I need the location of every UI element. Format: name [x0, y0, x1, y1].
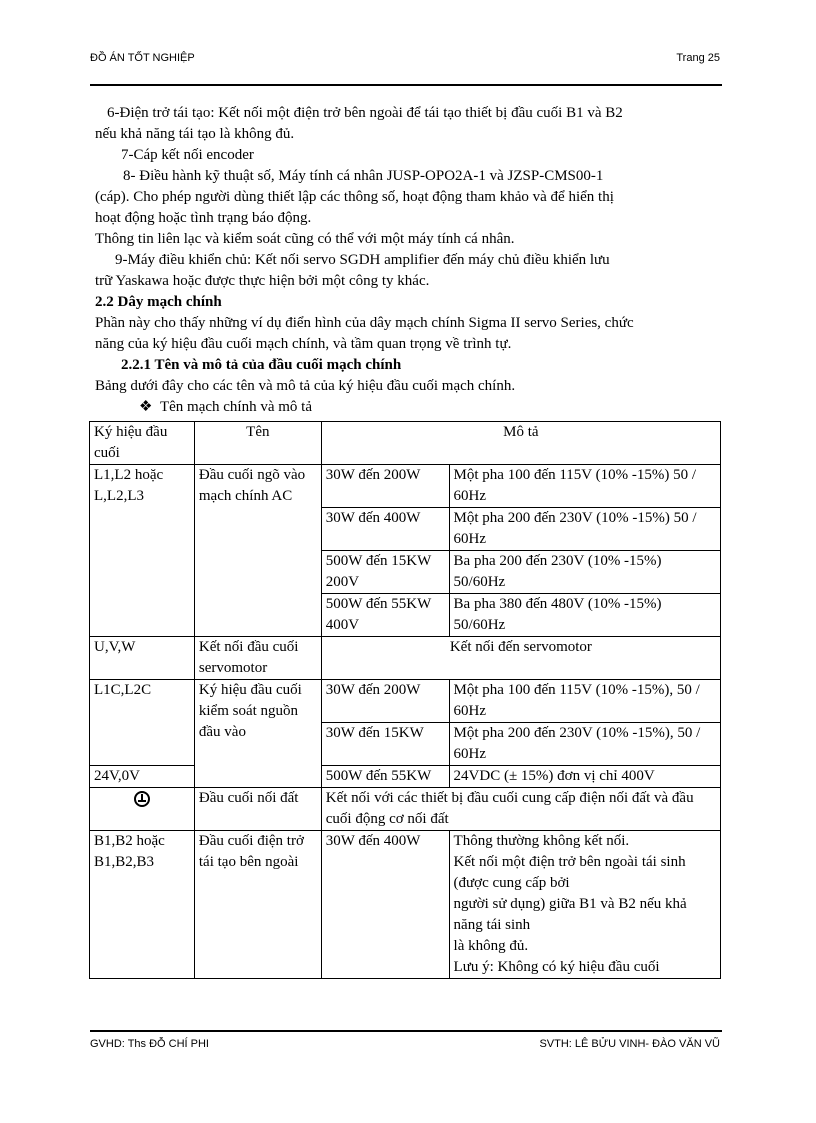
table-row	[90, 788, 721, 831]
table-cell: Một pha 200 đến 230V (10% -15%) 50 / 60Hz	[449, 508, 720, 551]
cell-line: Lưu ý: Không có ký hiệu đầu cuối	[453, 959, 660, 975]
paragraph: Bảng dưới đây cho các tên và mô tả của ký hiệu đầu cuối mạch chính.	[95, 378, 516, 394]
table-cell: 500W đến 55KW	[321, 766, 449, 788]
table-cell: Kết nối đầu cuối servomotor	[194, 637, 321, 680]
table-cell: B1,B2 hoặc B1,B2,B3	[90, 831, 195, 979]
cell-line: người sử dụng) giữa B1 và B2 nếu khả năng tái sinh	[453, 896, 687, 933]
table-cell: 24V,0V	[90, 766, 195, 788]
paragraph: trữ Yaskawa hoặc được thực hiện bởi một công ty khác.	[95, 273, 430, 289]
paragraph: 8- Điều hành kỹ thuật số, Máy tính cá nhân JUSP-OPO2A-1 và JZSP-CMS00-1	[123, 168, 604, 184]
section-heading: 2.2 Dây mạch chính	[95, 294, 222, 310]
footer-rule	[90, 1030, 722, 1032]
paragraph: nếu khả năng tái tạo là không đủ.	[95, 126, 295, 142]
footer-students: SVTH: LÊ BỬU VINH- ĐÀO VĂN VŨ	[539, 1038, 720, 1050]
table-row	[90, 766, 721, 788]
table-cell: Ba pha 380 đến 480V (10% -15%) 50/60Hz	[449, 594, 720, 637]
table-cell: Đầu cuối điện trở tái tạo bên ngoài	[194, 831, 321, 979]
paragraph: năng của ký hiệu đầu cuối mạch chính, và tầm quan trọng về trình tự.	[95, 336, 512, 352]
table-cell	[449, 831, 720, 979]
table-cell: Đầu cuối nối đất	[194, 788, 321, 831]
table-cell: 30W đến 400W	[321, 508, 449, 551]
paragraph: 9-Máy điều khiển chủ: Kết nối servo SGDH amplifier đến máy chủ điều khiển lưu	[115, 252, 610, 268]
cell-line: Kết nối một điện trở bên ngoài tái sinh (được cung cấp bởi	[453, 854, 686, 891]
paragraph: Phần này cho thấy những ví dụ điển hình của dây mạch chính Sigma II servo Series, chức	[95, 315, 634, 331]
table-header-row	[90, 422, 721, 465]
header-title: ĐỒ ÁN TỐT NGHIỆP	[90, 52, 195, 64]
table-row	[90, 680, 721, 723]
table-cell: 24VDC (± 15%) đơn vị chỉ 400V	[449, 766, 720, 788]
table-header-cell: Ký hiệu đầu cuối	[90, 422, 195, 465]
footer-advisor: GVHD: Ths ĐỖ CHÍ PHI	[90, 1038, 209, 1050]
cell-line: là không đủ.	[453, 938, 529, 954]
table-row	[90, 637, 721, 680]
header-rule	[90, 84, 722, 86]
table-cell: 500W đến 55KW 400V	[321, 594, 449, 637]
page-body	[95, 103, 721, 418]
paragraph: hoạt động hoặc tình trạng báo động.	[95, 210, 312, 226]
cell-line: Thông thường không kết nối.	[453, 833, 630, 849]
bullet-item	[95, 397, 721, 418]
table-cell: 30W đến 15KW	[321, 723, 449, 766]
table-cell: L1,L2 hoặc L,L2,L3	[90, 465, 195, 637]
bullet-symbol: ❖	[139, 399, 153, 415]
table-cell: 30W đến 200W	[321, 680, 449, 723]
table-cell: L1C,L2C	[90, 680, 195, 766]
table-cell	[90, 788, 195, 831]
table-row	[90, 831, 721, 979]
table-cell: 30W đến 200W	[321, 465, 449, 508]
table-cell: Kết nối đến servomotor	[321, 637, 720, 680]
page-footer	[90, 1038, 720, 1056]
table-cell: Ký hiệu đầu cuối kiểm soát nguồn đầu vào	[194, 680, 321, 788]
ground-icon	[134, 791, 150, 807]
paragraph: Thông tin liên lạc và kiểm soát cũng có thể với một máy tính cá nhân.	[95, 231, 515, 247]
table-cell: Một pha 200 đến 230V (10% -15%), 50 / 60Hz	[449, 723, 720, 766]
table-cell: U,V,W	[90, 637, 195, 680]
page-number: Trang 25	[676, 52, 720, 64]
table-header-cell: Mô tả	[321, 422, 720, 465]
paragraph: (cáp). Cho phép người dùng thiết lập các thông số, hoạt động tham khảo và để hiển thị	[95, 189, 614, 205]
paragraph: 7-Cáp kết nối encoder	[121, 147, 254, 163]
subsection-heading: 2.2.1 Tên và mô tả của đầu cuối mạch chính	[121, 357, 402, 373]
table-cell: 30W đến 400W	[321, 831, 449, 979]
table-cell: Kết nối với các thiết bị đầu cuối cung cấp điện nối đất và đầu cuối động cơ nối đất	[321, 788, 720, 831]
table-cell: 500W đến 15KW 200V	[321, 551, 449, 594]
table-cell: Một pha 100 đến 115V (10% -15%), 50 / 60Hz	[449, 680, 720, 723]
table-header-cell: Tên	[194, 422, 321, 465]
bullet-text: Tên mạch chính và mô tả	[159, 399, 312, 415]
table-row	[90, 465, 721, 508]
table-cell: Ba pha 200 đến 230V (10% -15%) 50/60Hz	[449, 551, 720, 594]
page-header	[90, 52, 720, 70]
table-cell: Một pha 100 đến 115V (10% -15%) 50 / 60Hz	[449, 465, 720, 508]
main-circuit-table	[89, 421, 721, 979]
paragraph: 6-Điện trở tái tạo: Kết nối một điện trở bên ngoài để tái tạo thiết bị đầu cuối B1 và B2	[107, 105, 623, 121]
table-cell: Đầu cuối ngõ vào mạch chính AC	[194, 465, 321, 637]
